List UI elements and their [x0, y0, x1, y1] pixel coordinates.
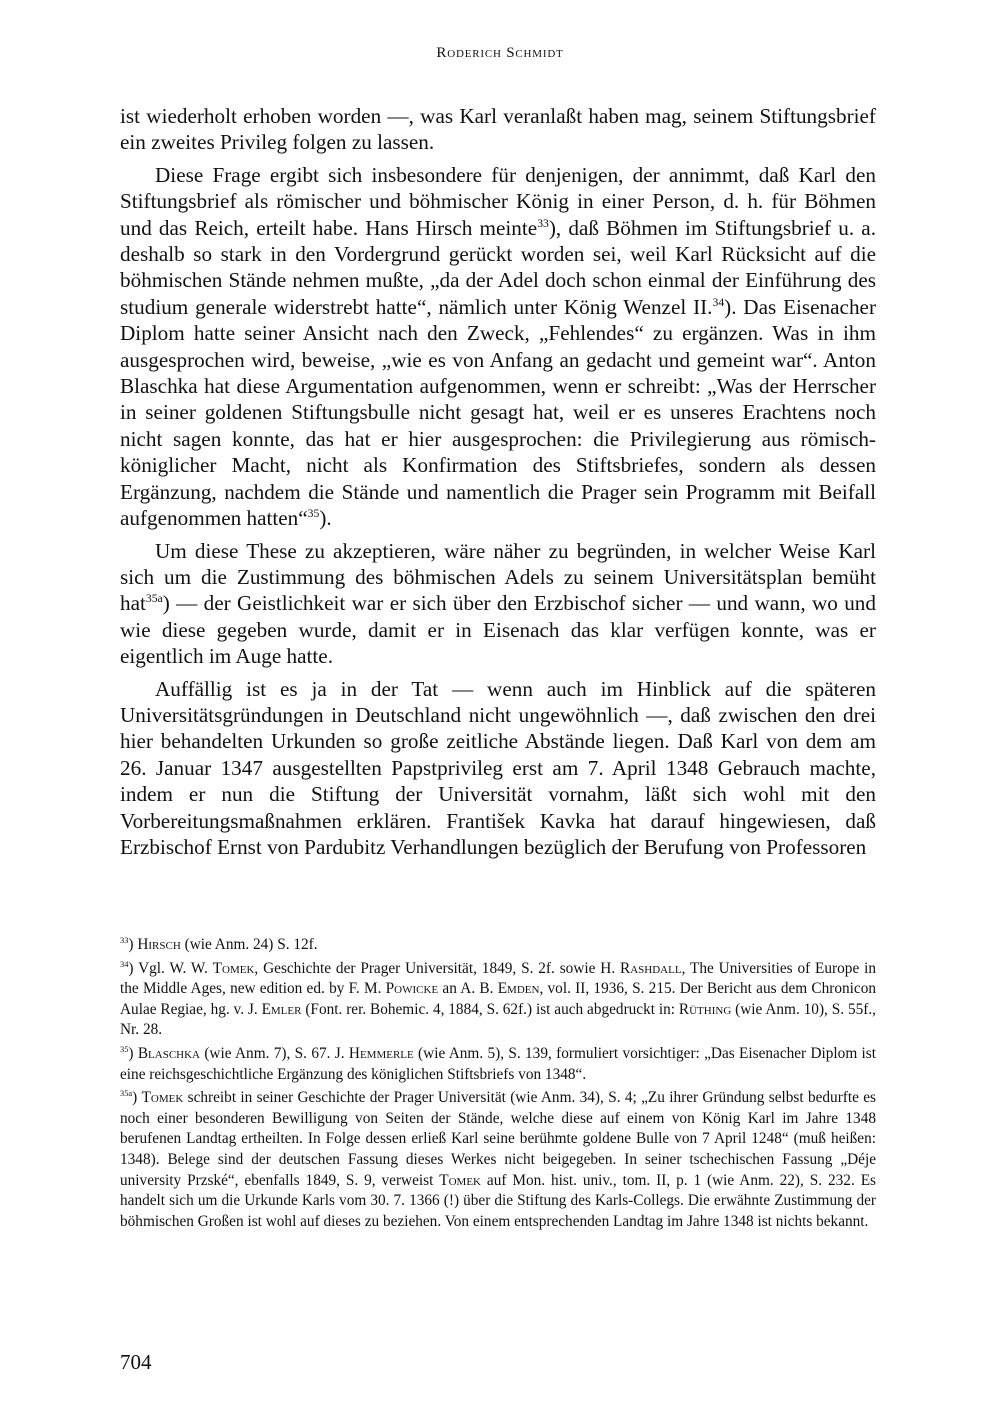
author-name: Rüthing — [678, 1000, 732, 1018]
footnote-number: 35 — [120, 1044, 129, 1054]
footnotes — [120, 935, 876, 1235]
author-name: Powicke — [385, 980, 439, 998]
paragraph: Um diese These zu akzeptieren, wäre näher zu begründen, in welcher Weise Karl sich um die Zustimmung des böhmischen Adels zu seinem Universitätsplan bemüht hat$^{35a}$) — der Geistlichkeit war er sich über den Erzbischof sicher — und wann, wo und wie diese gegeben wurde, damit er in Eisenach das klar verfügen konnte, was er eigentlich im Auge hatte. — [120, 538, 876, 669]
author-name: Emden — [497, 980, 540, 998]
paragraph: ist wiederholt erhoben worden —, was Karl veranlaßt haben mag, seinem Stiftungsbrief ein zweites Privileg folgen zu lassen. — [120, 104, 876, 155]
main-text — [120, 103, 876, 860]
author-name: Tomek — [212, 959, 255, 977]
author-name: Emler — [261, 1000, 302, 1018]
author-name: Tomek — [141, 1089, 184, 1107]
footnote-33: $^{33}$) Hirsch (wie Anm. 24) S. 12f. — [120, 935, 318, 953]
footnote-ref[interactable]: 33 — [537, 216, 549, 230]
footnote-number: 33 — [120, 935, 129, 945]
author-name: Tomek — [439, 1171, 481, 1189]
author-name: Hirsch — [137, 936, 181, 953]
footnote-34: $^{34}$) Vgl. W. W. Tomek, Geschichte der Prager Universität, 1849, S. 2f. sowie H. Rashdall, The Universities of Europe in the Middle Ages, new edition ed. by F. M. Powicke an A. B. Emden, vol. II, 1936, S. 215. Der Bericht aus dem Chronicon Aulae Regiae, hg. v. J. Emler (Font. rer. Bohemic. 4, 1884, S. 62f.) ist auch abgedruckt in: Rüthing (wie Anm. 10), S. 55f., Nr. 28. — [120, 959, 877, 1039]
footnote-35: $^{35}$) Blaschka (wie Anm. 7), S. 67. J. Hemmerle (wie Anm. 5), S. 139, formuliert vorsichtiger: „Das Eisenacher Diplom ist eine reichsgeschichtliche Ergänzung des königlichen Stiftsbriefs von 1348“. — [120, 1044, 876, 1083]
page-number: 704 — [120, 1350, 152, 1374]
footnote-number: 34 — [120, 959, 129, 969]
paragraph: Diese Frage ergibt sich insbesondere für denjenigen, der annimmt, daß Karl den Stiftungsbrief als römischer und böhmischer König in einer Person, d. h. für Böhmen und das Reich, erteilt habe. Hans Hirsch meinte$^{33}$), daß Böhmen im Stiftungsbrief u. a. deshalb so stark in den Vordergrund gerückt worden sei, weil Karl Rücksicht auf die böhmischen Stände nehmen mußte, „da der Adel doch schon einmal der Einführung des studium generale widerstrebt hatte“, nämlich unter König Wenzel II.$^{34}$). Das Eisenacher Diplom hatte seiner Ansicht nach den Zweck, „Fehlendes“ zu ergänzen. Was in ihm ausgesprochen wird, beweise, „wie es von Anfang an gedacht und gemeint war“. Anton Blaschka hat diese Argumentation aufgenommen, wenn er schreibt: „Was der Herrscher in seiner goldenen Stiftungsbulle nicht gesagt hat, weil er es unseres Erachtens noch nicht sagen konnte, das hat er hier ausgesprochen: die Privilegierung aus römisch-königlicher Macht, nicht als Konfirmation des Stiftsbriefes, sondern als dessen Ergänzung, nachdem die Stände und namentlich die Prager sein Programm mit Beifall aufgenommen hatten“$^{35}$). — [120, 162, 876, 531]
footnote-ref[interactable]: 35a — [145, 592, 163, 606]
author-name: Hemmerle — [348, 1044, 414, 1062]
footnote-ref[interactable]: 34 — [712, 295, 725, 309]
paragraph: Auffällig ist es ja in der Tat — wenn auch im Hinblick auf die späteren Universitätsgründungen in Deutschland nicht ungewöhnlich —, daß zwischen den drei hier behandelten Urkunden so große zeitliche Abstände liegen. Daß Karl von dem am 26. Januar 1347 ausgestellten Papstprivileg erst am 7. April 1348 Gebrauch machte, indem er nun die Stiftung der Universität vornahm, läßt sich wohl mit den Vorbereitungsmaßnahmen erklären. František Kavka hat darauf hingewiesen, daß Erzbischof Ernst von Pardubitz Verhandlungen bezüglich der Berufung von Professoren — [120, 676, 876, 859]
footnote-35a: $^{35a}$) Tomek schreibt in seiner Geschichte der Prager Universität (wie Anm. 34), S. 4; „Zu ihrer Gründung selbst bedurfte es noch einer besonderen Bewilligung von Seiten der Stände, welche diese auf einem von König Karl im Jahre 1348 berufenen Landtag ertheilten. In Folge dessen erließ Karl seine berühmte goldene Bulle von 7 April 1248“ (muß heißen: 1348). Belege sind der deutschen Fassung dieses Werkes nicht beigegeben. In seiner tschechischen Fassung „Déje university Przské“, ebenfalls 1849, S. 9, verweist Tomek auf Mon. hist. univ., tom. II, p. 1 (wie Anm. 22), S. 232. Es handelt sich um die Urkunde Karls vom 30. 7. 1366 (!) über die Stiftung des Karls-Collegs. Die erwähnte Zustimmung der böhmischen Großen ist wohl auf dieses zu beziehen. Von einem entsprechenden Landtag im Jahre 1348 ist nichts bekannt. — [120, 1089, 877, 1230]
footnote-number: 35a — [120, 1089, 133, 1099]
footnote-ref[interactable]: 35 — [307, 507, 320, 521]
running-head: Roderich Schmidt — [436, 45, 564, 61]
author-name: Blaschka — [137, 1044, 200, 1062]
author-name: Rashdall — [620, 959, 682, 977]
